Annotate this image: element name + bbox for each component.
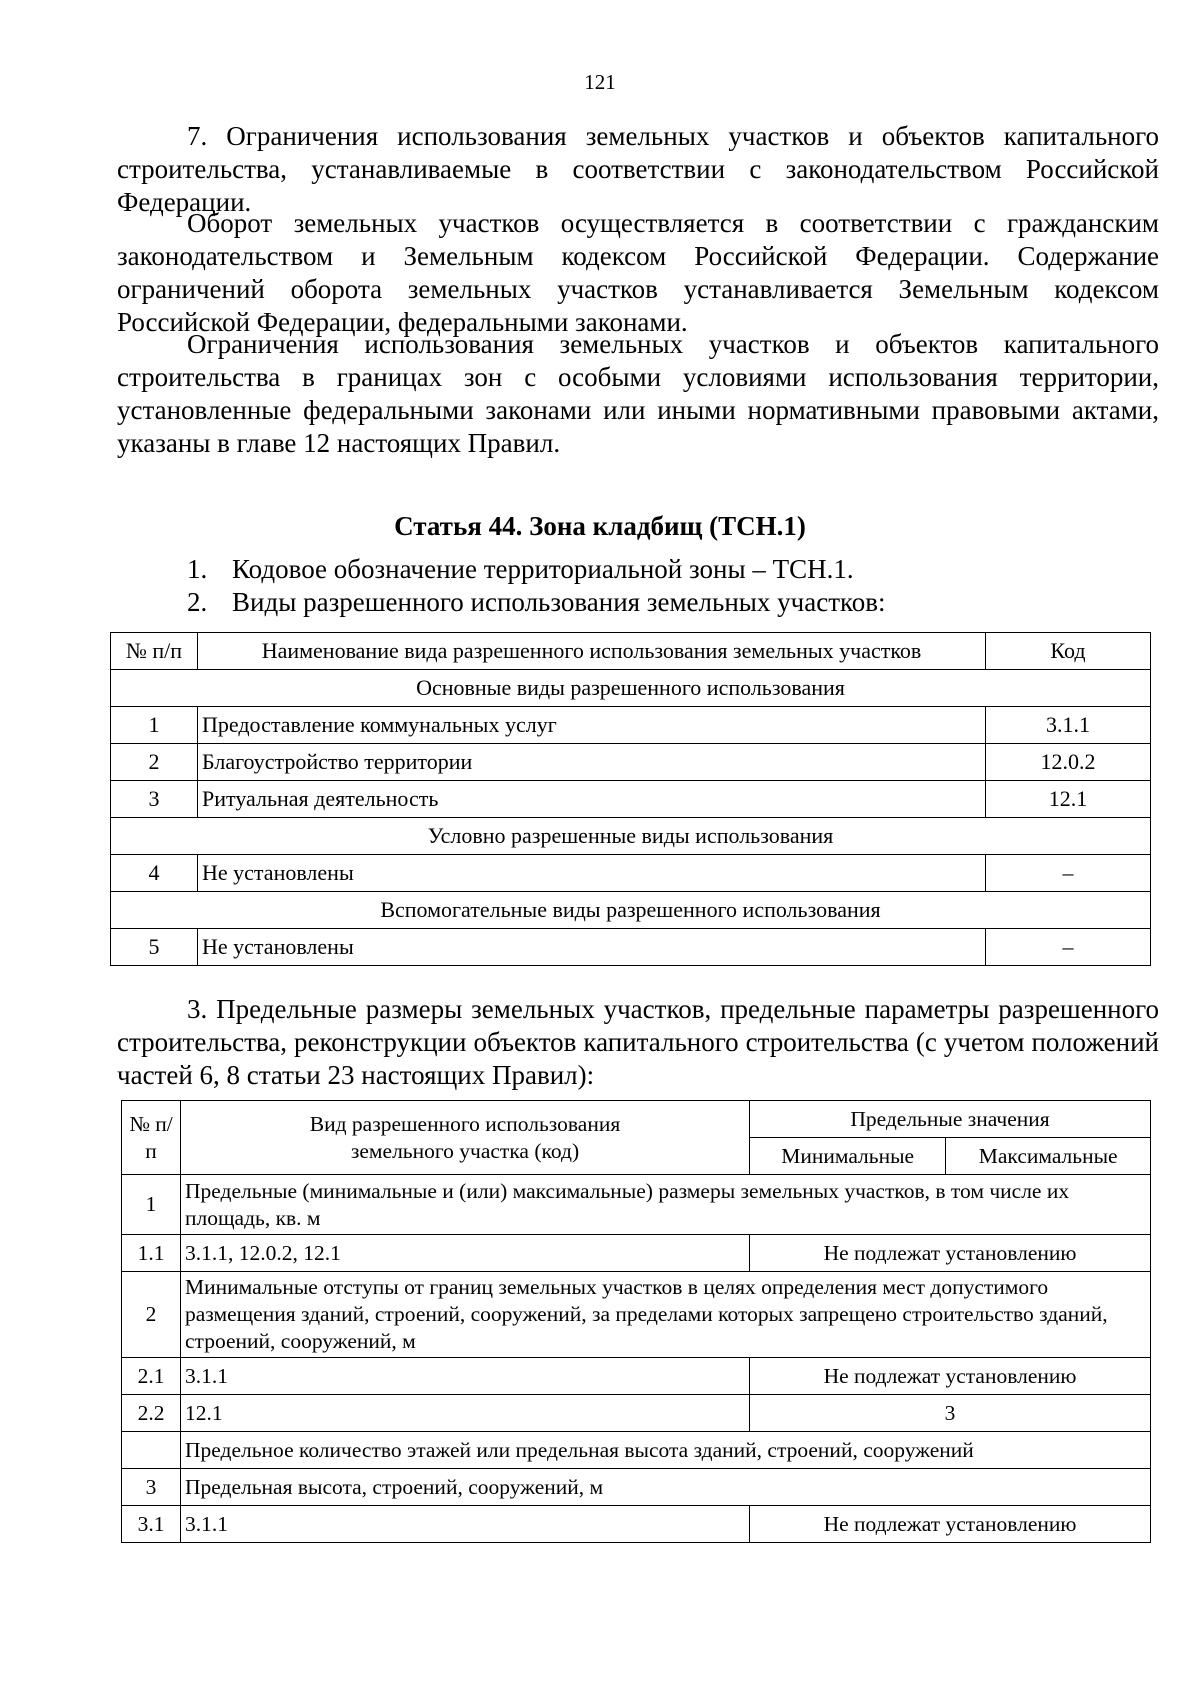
paragraph-7: 7. Ограничения использования земельных участков и объектов капитального строительства, устанавливаемые в соответствии с законодательством Российской Федерации. xyxy=(117,121,1159,217)
section-auxiliary: Вспомогательные виды разрешенного использования xyxy=(111,892,1151,929)
table-row xyxy=(122,1395,1151,1432)
row-num: 2.2 xyxy=(122,1395,181,1432)
list-item-2 xyxy=(187,586,886,619)
row-code: – xyxy=(986,929,1151,966)
list-item-text: Виды разрешенного использования земельных участков: xyxy=(232,587,886,617)
section-main: Основные виды разрешенного использования xyxy=(111,670,1151,707)
list-item-1 xyxy=(187,553,854,586)
table-row xyxy=(122,1235,1151,1272)
row-name: Ритуальная деятельность xyxy=(198,781,986,818)
paragraph-restrictions: Ограничения использования земельных участков и объектов капитального строительства в границах зон с особыми условиями использования территории, установленные федеральными законами или иными нормативными правовыми актами, указаны в главе 12 настоящих Правил. xyxy=(117,329,1159,458)
section-conditional: Условно разрешенные виды использования xyxy=(111,818,1151,855)
table-row xyxy=(111,744,1151,781)
list-item-number: 2. xyxy=(187,587,208,617)
row-code: 12.1 xyxy=(986,781,1151,818)
row-num: 3 xyxy=(122,1469,181,1506)
section-row-conditional xyxy=(111,818,1151,855)
table-row xyxy=(122,1432,1151,1469)
row-num: 2.1 xyxy=(122,1358,181,1395)
list-item-number: 1. xyxy=(187,554,208,584)
limits-table xyxy=(121,1100,1151,1543)
permitted-uses-table xyxy=(110,632,1151,966)
row-num: 2 xyxy=(122,1272,181,1358)
header-code: Код xyxy=(986,633,1151,670)
table-row xyxy=(122,1272,1151,1358)
header-limits: Предельные значения xyxy=(750,1101,1151,1138)
row-code: 12.1 xyxy=(181,1395,750,1432)
table-row xyxy=(122,1506,1151,1543)
header-min: Минимальные xyxy=(750,1138,946,1175)
header-name: Наименование вида разрешенного использования земельных участков xyxy=(198,633,986,670)
table-row xyxy=(111,929,1151,966)
row-value: Не подлежат установлению xyxy=(750,1358,1151,1395)
row-num: 3 xyxy=(111,781,198,818)
row-value: Не подлежат установлению xyxy=(750,1235,1151,1272)
row-code: 12.0.2 xyxy=(986,744,1151,781)
table-header-row xyxy=(122,1101,1151,1138)
row-num: 4 xyxy=(111,855,198,892)
row-name: Благоустройство территории xyxy=(198,744,986,781)
row-code: 3.1.1 xyxy=(181,1358,750,1395)
row-code: 3.1.1 xyxy=(986,707,1151,744)
header-use-line2: земельного участка (код) xyxy=(350,1138,580,1163)
row-num: 1.1 xyxy=(122,1235,181,1272)
row-num xyxy=(122,1432,181,1469)
table-row xyxy=(122,1469,1151,1506)
row-name: Не установлены xyxy=(198,929,986,966)
table-row xyxy=(122,1358,1151,1395)
table-row xyxy=(122,1175,1151,1235)
header-use-line1: Вид разрешенного использования xyxy=(309,1111,621,1136)
row-num: 5 xyxy=(111,929,198,966)
table-row xyxy=(111,707,1151,744)
row-num: 3.1 xyxy=(122,1506,181,1543)
section-row-auxiliary xyxy=(111,892,1151,929)
row-code: 3.1.1 xyxy=(181,1506,750,1543)
row-name: Предоставление коммунальных услуг xyxy=(198,707,986,744)
row-value: Не подлежат установлению xyxy=(750,1506,1151,1543)
row-text: Минимальные отступы от границ земельных участков в целях определения мест допустимого размещения зданий, строений, сооружений, за пределами которых запрещено строительство зданий, строений, сооружений, м xyxy=(181,1272,1151,1358)
row-text: Предельная высота, строений, сооружений, м xyxy=(181,1469,1151,1506)
row-num: 2 xyxy=(111,744,198,781)
table-row xyxy=(111,855,1151,892)
row-text: Предельные (минимальные и (или) максимальные) размеры земельных участков, в том числе их площадь, кв. м xyxy=(181,1175,1151,1235)
row-code: 3.1.1, 12.0.2, 12.1 xyxy=(181,1235,750,1272)
section-row-main xyxy=(111,670,1151,707)
page-number: 121 xyxy=(584,70,616,94)
row-num: 1 xyxy=(122,1175,181,1235)
row-name: Не установлены xyxy=(198,855,986,892)
header-num: № п/п xyxy=(122,1101,181,1175)
header-use xyxy=(181,1101,750,1175)
paragraph-3: 3. Предельные размеры земельных участков, предельные параметры разрешенного строительства, реконструкции объектов капитального строительства (с учетом положений частей 6, 8 статьи 23 настоящих Правил): xyxy=(117,994,1159,1090)
row-num: 1 xyxy=(111,707,198,744)
row-text: Предельное количество этажей или предельная высота зданий, строений, сооружений xyxy=(181,1432,1151,1469)
paragraph-turnover: Оборот земельных участков осуществляется в соответствии с гражданским законодательством и Земельным кодексом Российской Федерации. Содержание ограничений оборота земельных участков устанавливается Земельным кодексом Российской Федерации, федеральными законами. xyxy=(117,208,1159,337)
list-item-text: Кодовое обозначение территориальной зоны – ТСН.1. xyxy=(232,554,854,584)
article-title: Статья 44. Зона кладбищ (ТСН.1) xyxy=(394,511,806,541)
table-header-row xyxy=(111,633,1151,670)
header-num: № п/п xyxy=(111,633,198,670)
table-row xyxy=(111,781,1151,818)
row-value: 3 xyxy=(750,1395,1151,1432)
header-max: Максимальные xyxy=(946,1138,1151,1175)
row-code: – xyxy=(986,855,1151,892)
